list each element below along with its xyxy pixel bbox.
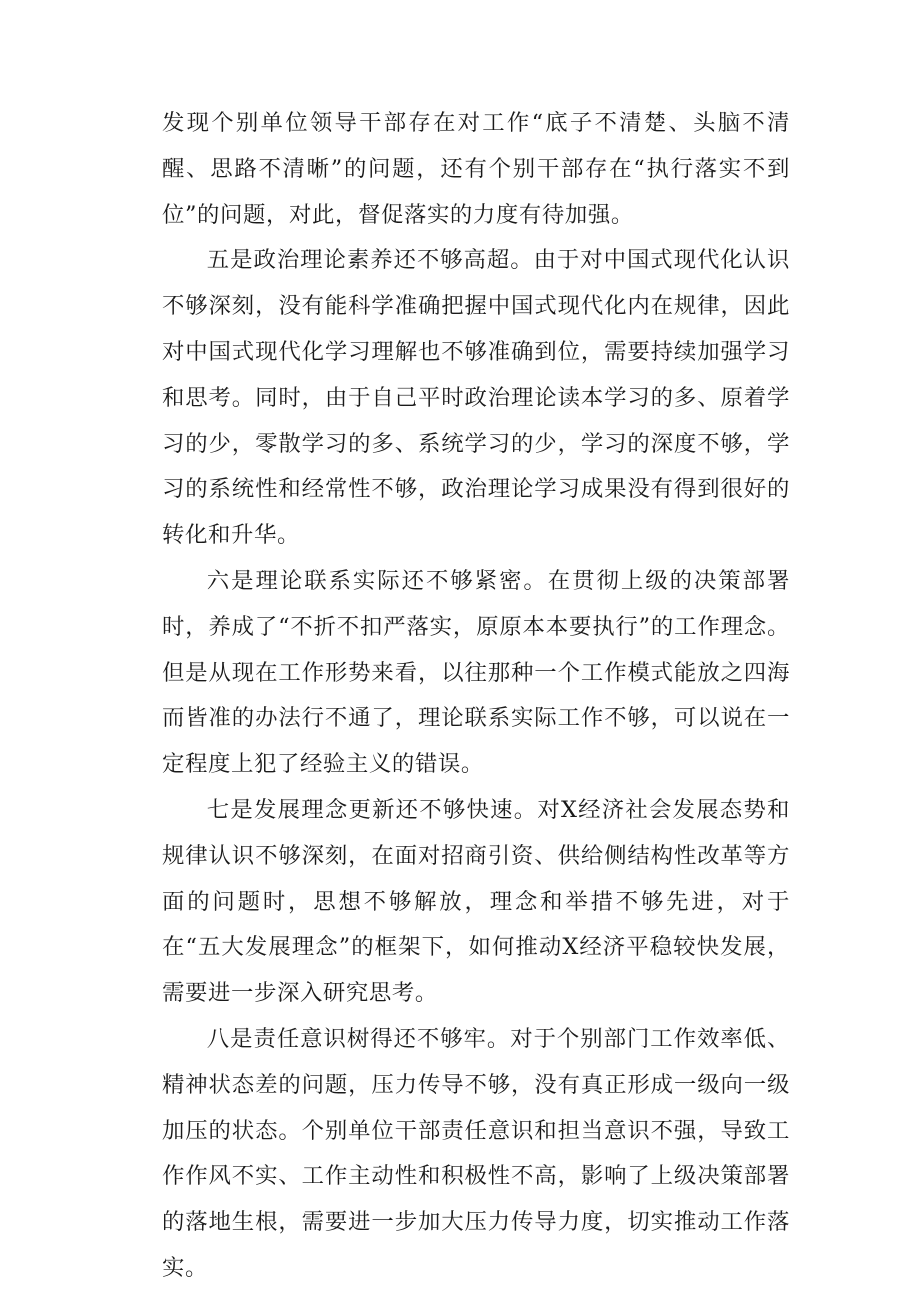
paragraph-point-five: 五是政治理论素养还不够高超。由于对中国式现代化认识不够深刻，没有能科学准确把握中国式现代化内在规律，因此对中国式现代化学习理解也不够准确到位，需要持续加强学习和思考。同时，由于自己平时政治理论读本学习的多、原着学习的少，零散学习的多、系统学习的少，学习的深度不够，学习的系统性和经常性不够，政治理论学习成果没有得到很好的转化和升华。 (162, 247, 790, 549)
paragraph-point-six: 六是理论联系实际还不够紧密。在贯彻上级的决策部署时，养成了“不折不扣严落实，原原本本要执行”的工作理念。但是从现在工作形势来看，以往那种一个工作模式能放之四海而皆准的办法行不通了，理论联系实际工作不够，可以说在一定程度上犯了经验主义的错误。 (162, 567, 790, 778)
paragraph-continuation: 发现个别单位领导干部存在对工作“底子不清楚、头脑不清醒、思路不清晰”的问题，还有个别干部存在“执行落实不到位”的问题，对此，督促落实的力度有待加强。 (162, 110, 790, 228)
paragraph-point-eight: 八是责任意识树得还不够牢。对于个别部门工作效率低、精神状态差的问题，压力传导不够，没有真正形成一级向一级加压的状态。个别单位干部责任意识和担当意识不强，导致工作作风不实、工作主动性和积极性不高，影响了上级决策部署的落地生根，需要进一步加大压力传导力度，切实推动工作落实。 (162, 1025, 790, 1281)
paragraph-point-seven: 七是发展理念更新还不够快速。对X经济社会发展态势和规律认识不够深刻，在面对招商引资、供给侧结构性改革等方面的问题时，思想不够解放，理念和举措不够先进，对于在“五大发展理念”的框架下，如何推动X经济平稳较快发展，需要进一步深入研究思考。 (162, 796, 790, 1007)
document-body (162, 101, 790, 1292)
